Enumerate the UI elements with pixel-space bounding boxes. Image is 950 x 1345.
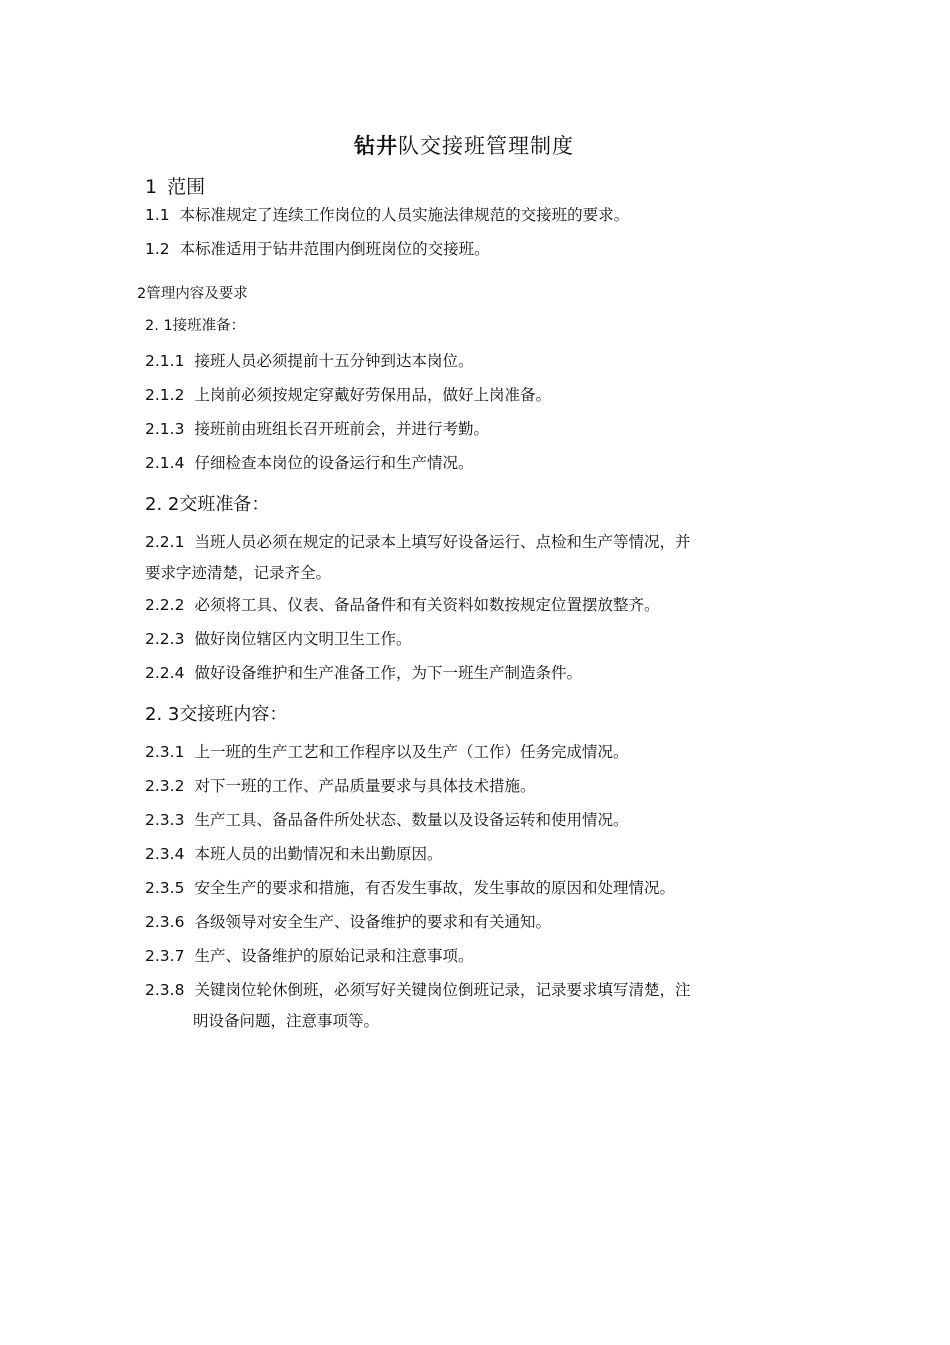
clause-2-3-8: 2.3.8 关键岗位轮休倒班，必须写好关键岗位倒班记录，记录要求填写清楚，注	[145, 981, 691, 999]
clause-2-2-1: 2.2.1 当班人员必须在规定的记录本上填写好设备运行、点检和生产等情况，并	[145, 533, 691, 551]
subsection-heading-2-2: 2. 2交班准备：	[145, 494, 270, 515]
clause-2-2-4: 2.2.4 做好设备维护和生产准备工作，为下一班生产制造条件。	[145, 664, 582, 682]
subsection-heading-2-1: 2. 1接班准备：	[145, 318, 246, 334]
clause-2-3-2: 2.3.2 对下一班的工作、产品质量要求与具体技术措施。	[145, 777, 536, 795]
clause-2-1-2: 2.1.2 上岗前必须按规定穿戴好劳保用品，做好上岗准备。	[145, 386, 551, 404]
section-heading-2: 2管理内容及要求	[137, 286, 248, 302]
clause-2-2-1-continued: 要求字迹清楚，记录齐全。	[145, 564, 332, 582]
clause-2-1-1: 2.1.1 接班人员必须提前十五分钟到达本岗位。	[145, 352, 474, 370]
subsection-heading-2-3: 2. 3交接班内容：	[145, 704, 288, 725]
clause-2-1-3: 2.1.3 接班前由班组长召开班前会，并进行考勤。	[145, 420, 489, 438]
clause-2-1-4: 2.1.4 仔细检查本岗位的设备运行和生产情况。	[145, 454, 474, 472]
clause-2-3-5: 2.3.5 安全生产的要求和措施，有否发生事故，发生事故的原因和处理情况。	[145, 879, 675, 897]
document-title	[0, 130, 928, 160]
section-heading-1: 1 范围	[145, 176, 206, 198]
clause-1-2: 1.2 本标准适用于钻井范围内倒班岗位的交接班。	[145, 240, 490, 258]
clause-2-3-3: 2.3.3 生产工具、备品备件所处状态、数量以及设备运转和使用情况。	[145, 811, 629, 829]
title-bold-part: 钻井	[354, 134, 398, 158]
clause-2-3-8-continued: 明设备问题，注意事项等。	[193, 1012, 380, 1030]
title-rest: 队交接班管理制度	[398, 134, 574, 158]
clause-2-2-3: 2.2.3 做好岗位辖区内文明卫生工作。	[145, 630, 412, 648]
clause-2-2-2: 2.2.2 必须将工具、仪表、备品备件和有关资料如数按规定位置摆放整齐。	[145, 596, 660, 614]
clause-2-3-7: 2.3.7 生产、设备维护的原始记录和注意事项。	[145, 947, 474, 965]
clause-1-1: 1.1 本标准规定了连续工作岗位的人员实施法律规范的交接班的要求。	[145, 206, 630, 224]
clause-2-3-1: 2.3.1 上一班的生产工艺和工作程序以及生产（工作）任务完成情况。	[145, 743, 629, 761]
clause-2-3-4: 2.3.4 本班人员的出勤情况和未出勤原因。	[145, 845, 443, 863]
clause-2-3-6: 2.3.6 各级领导对安全生产、设备维护的要求和有关通知。	[145, 913, 551, 931]
